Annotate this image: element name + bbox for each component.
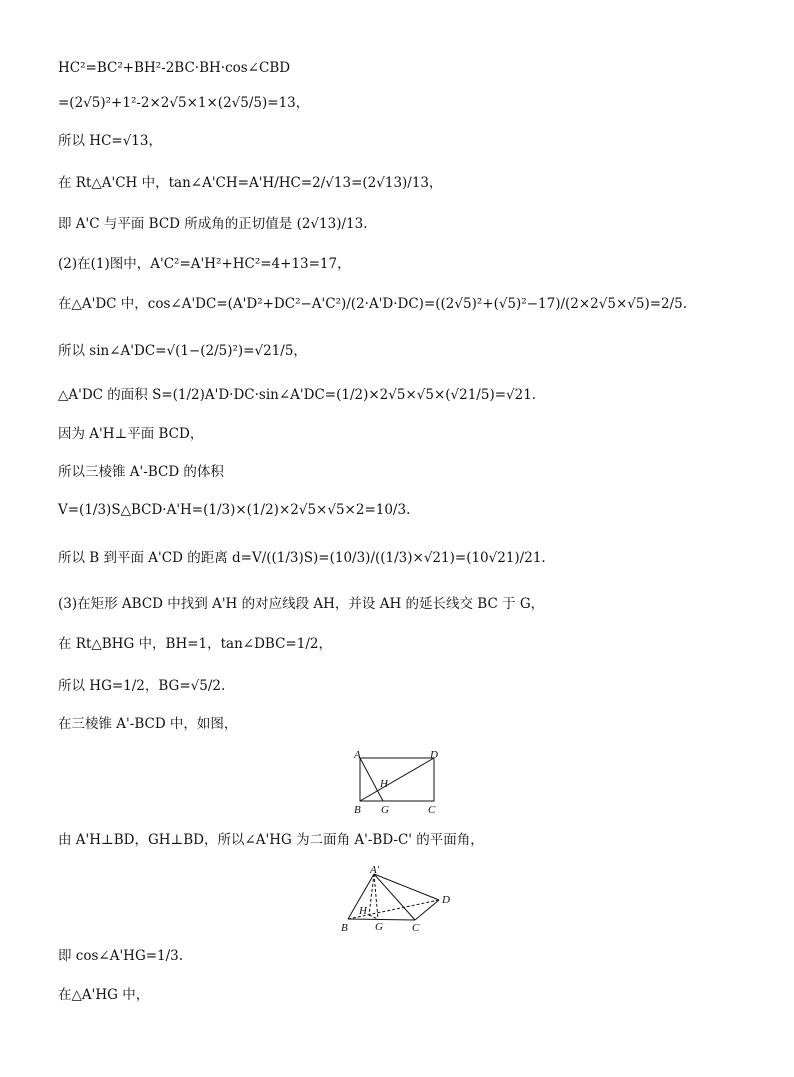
text-line-5: 即 A'C 与平面 BCD 所成角的正切值是 (2√13)/13. bbox=[58, 216, 368, 232]
text-line-7: 在△A'DC 中，cos∠A'DC=(A'D²+DC²−A'C²)/(2·A'D·DC)=((2√5)²+(√5)²−17)/(2×2√5×√5)=2/5. bbox=[58, 296, 688, 312]
fig1-label-c: C bbox=[428, 804, 436, 816]
text-line-2: =(2√5)²+1²-2×2√5×1×(2√5/5)=13， bbox=[58, 95, 310, 111]
text-line-6: (2)在(1)图中，A'C²=A'H²+HC²=4+13=17， bbox=[58, 256, 351, 272]
text-line-9: △A'DC 的面积 S=(1/2)A'D·DC·sin∠A'DC=(1/2)×2√5×√5×(√21/5)=√21. bbox=[58, 387, 537, 403]
fig2-label-d: D bbox=[442, 894, 450, 906]
pyramid-figure bbox=[338, 860, 458, 936]
text-line-1: HC²=BC²+BH²-2BC·BH·cos∠CBD bbox=[58, 60, 291, 76]
text-line-12: V=(1/3)S△BCD·A'H=(1/3)×(1/2)×2√5×√5×2=10/3. bbox=[58, 502, 411, 518]
text-line-19: 即 cos∠A'HG=1/3. bbox=[58, 948, 184, 964]
fig1-label-a: A bbox=[354, 749, 361, 761]
text-line-14: (3)在矩形 ABCD 中找到 A'H 的对应线段 AH，并设 AH 的延长线交 BC 于 G， bbox=[58, 596, 545, 612]
text-line-8: 所以 sin∠A'DC=√(1−(2/5)²)=√21/5， bbox=[58, 343, 307, 359]
fig1-label-g: G bbox=[381, 804, 389, 816]
text-line-10: 因为 A'H⊥平面 BCD， bbox=[58, 426, 204, 442]
fig2-label-g: G bbox=[375, 921, 383, 933]
text-line-17: 在三棱锥 A'-BCD 中，如图， bbox=[58, 716, 238, 732]
text-line-20: 在△A'HG 中， bbox=[58, 987, 150, 1003]
fig1-label-d: D bbox=[430, 749, 438, 761]
text-line-4: 在 Rt△A'CH 中，tan∠A'CH=A'H/HC=2/√13=(2√13)/13， bbox=[58, 175, 443, 191]
fig2-label-h: H bbox=[359, 905, 367, 917]
text-line-13: 所以 B 到平面 A'CD 的距离 d=V/((1/3)S)=(10/3)/((1/3)×√21)=(10√21)/21. bbox=[58, 550, 546, 566]
text-line-16: 所以 HG=1/2，BG=√5/2. bbox=[58, 678, 226, 694]
text-line-15: 在 Rt△BHG 中，BH=1，tan∠DBC=1/2， bbox=[58, 636, 332, 652]
fig2-label-a-prime: A' bbox=[370, 864, 380, 876]
fig1-label-h: H bbox=[380, 778, 388, 790]
fig1-label-b: B bbox=[354, 804, 361, 816]
text-line-18: 由 A'H⊥BD，GH⊥BD，所以∠A'HG 为二面角 A'-BD-C' 的平面角， bbox=[58, 832, 484, 848]
text-line-11: 所以三棱锥 A'-BCD 的体积 bbox=[58, 464, 224, 480]
fig2-label-c: C bbox=[412, 922, 420, 934]
text-line-3: 所以 HC=√13， bbox=[58, 133, 162, 149]
rectangle-figure bbox=[350, 748, 445, 818]
fig2-label-b: B bbox=[341, 922, 348, 934]
